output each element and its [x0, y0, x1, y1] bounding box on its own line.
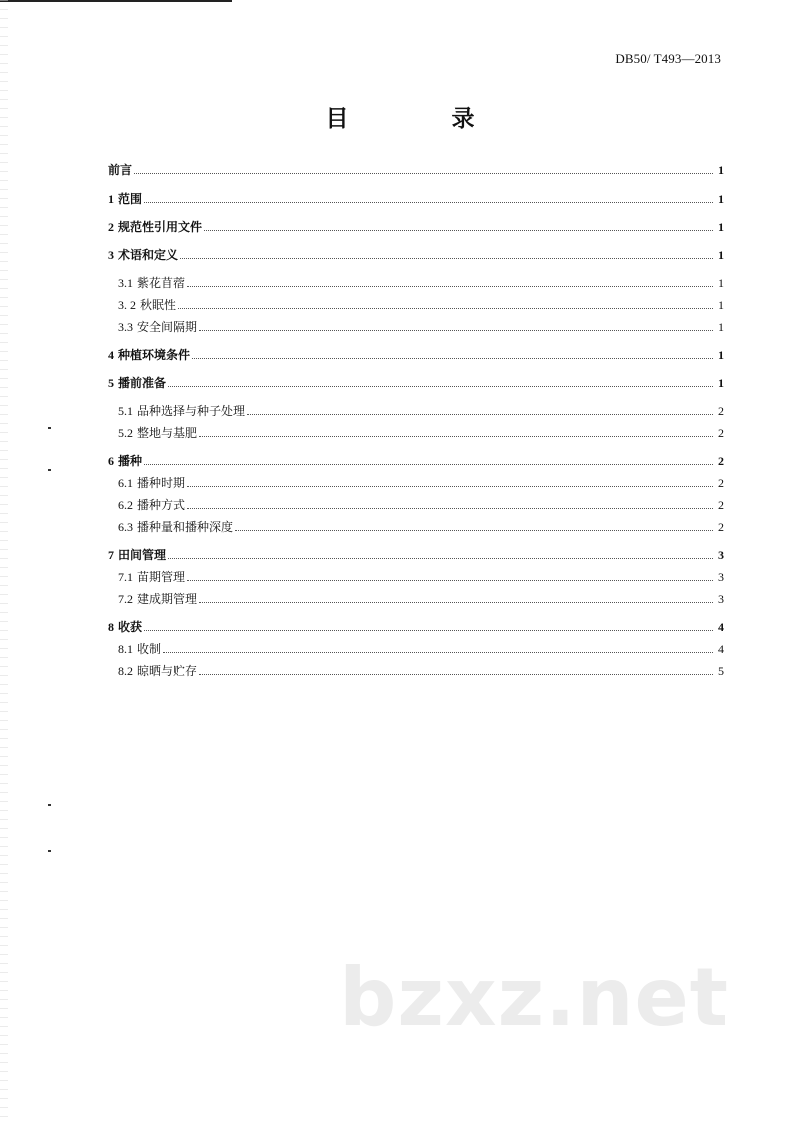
dot-leader	[199, 602, 713, 603]
toc-entry[interactable]	[108, 246, 724, 264]
toc-entry-title: 规范性引用文件	[118, 220, 203, 234]
toc-entry[interactable]	[108, 452, 724, 470]
toc-entry[interactable]	[118, 662, 724, 680]
toc-entry-page: 2	[718, 404, 724, 418]
toc-entry-number: 5.2	[118, 426, 133, 440]
toc-entry-number: 6.3	[118, 520, 133, 534]
toc-entry-page: 1	[718, 248, 724, 262]
toc-entry-page: 1	[718, 220, 724, 234]
dot-leader	[144, 630, 713, 631]
dot-leader	[204, 230, 713, 231]
dot-leader	[144, 464, 713, 465]
toc-entry-page: 2	[718, 476, 724, 490]
toc-entry-number: 3	[108, 248, 114, 262]
toc-entry[interactable]	[118, 518, 724, 536]
toc-entry-number: 3.3	[118, 320, 133, 334]
toc-entry-title: 种植环境条件	[118, 348, 191, 362]
toc-entry-page: 1	[718, 298, 724, 312]
toc-entry[interactable]	[108, 190, 724, 208]
toc-entry-title: 整地与基肥	[137, 426, 198, 440]
toc-entry-title: 播种方式	[137, 498, 186, 512]
toc-entry-number: 5	[108, 376, 114, 390]
toc-entry[interactable]	[108, 346, 724, 364]
dot-leader	[187, 286, 713, 287]
toc-entry-page: 1	[718, 348, 724, 362]
dot-leader	[134, 173, 713, 174]
dot-leader	[144, 202, 713, 203]
toc-entry-title: 范围	[118, 192, 143, 206]
dot-leader	[192, 358, 713, 359]
toc-entry-title: 秋眠性	[140, 298, 177, 312]
toc-entry[interactable]	[118, 296, 724, 314]
dot-leader	[168, 558, 713, 559]
toc-entry-page: 1	[718, 163, 724, 177]
toc-entry-title: 晾晒与贮存	[137, 664, 198, 678]
dot-leader	[178, 308, 713, 309]
toc-entry-title: 播种	[118, 454, 143, 468]
toc-entry-title: 播前准备	[118, 376, 167, 390]
dot-leader	[180, 258, 713, 259]
toc-entry-page: 3	[718, 592, 724, 606]
toc-entry[interactable]	[118, 568, 724, 586]
dot-leader	[235, 530, 713, 531]
margin-mark	[48, 850, 51, 852]
toc-entry[interactable]	[118, 424, 724, 442]
toc-entry-page: 1	[718, 320, 724, 334]
toc-entry-title: 田间管理	[118, 548, 167, 562]
toc-entry-number: 8.2	[118, 664, 133, 678]
dot-leader	[199, 330, 713, 331]
toc-entry[interactable]	[108, 618, 724, 636]
toc-entry[interactable]	[108, 161, 724, 179]
toc-entry-number: 7.2	[118, 592, 133, 606]
toc-entry-number: 7	[108, 548, 114, 562]
toc-entry[interactable]	[108, 374, 724, 392]
document-code: DB50/ T493—2013	[615, 51, 721, 66]
dot-leader	[168, 386, 713, 387]
toc-entry-title: 收获	[118, 620, 143, 634]
toc-entry-number: 7.1	[118, 570, 133, 584]
toc-entry-page: 1	[718, 376, 724, 390]
dot-leader	[187, 486, 713, 487]
page-title: 目 录	[325, 105, 515, 132]
toc-entry-number: 8	[108, 620, 114, 634]
toc-entry-number: 6.1	[118, 476, 133, 490]
toc-entry-page: 2	[718, 498, 724, 512]
toc-entry-number: 8.1	[118, 642, 133, 656]
top-border-line	[0, 0, 232, 2]
toc-entry-page: 5	[718, 664, 724, 678]
toc-entry[interactable]	[118, 640, 724, 658]
toc-entry-page: 2	[718, 520, 724, 534]
toc-entry-title: 紫花苜蓿	[137, 276, 186, 290]
toc-entry[interactable]	[118, 318, 724, 336]
toc-entry-number: 3. 2	[118, 298, 136, 312]
toc-entry-title: 播种时期	[137, 476, 186, 490]
toc-entry[interactable]	[108, 218, 724, 236]
margin-mark	[48, 469, 51, 471]
toc-entry[interactable]	[118, 402, 724, 420]
toc-entry-title: 安全间隔期	[137, 320, 198, 334]
scan-edge	[0, 0, 8, 1122]
toc-entry-page: 2	[718, 426, 724, 440]
margin-mark	[48, 804, 51, 806]
toc-entry[interactable]	[118, 590, 724, 608]
toc-entry[interactable]	[118, 274, 724, 292]
dot-leader	[247, 414, 713, 415]
toc-entry-page: 1	[718, 276, 724, 290]
toc-entry[interactable]	[118, 496, 724, 514]
dot-leader	[163, 652, 713, 653]
watermark: bzxz.net	[339, 951, 729, 1044]
toc-entry-page: 4	[718, 642, 724, 656]
toc-entry-page: 3	[718, 548, 724, 562]
margin-mark	[48, 427, 51, 429]
toc-entry-number: 6	[108, 454, 114, 468]
toc-entry-number: 3.1	[118, 276, 133, 290]
toc-entry-page: 4	[718, 620, 724, 634]
toc-entry-number: 2	[108, 220, 114, 234]
toc-entry-page: 2	[718, 454, 724, 468]
toc-entry-title: 前言	[108, 163, 133, 177]
toc-entry-number: 4	[108, 348, 114, 362]
dot-leader	[187, 508, 713, 509]
toc-entry-number: 6.2	[118, 498, 133, 512]
toc-entry-number: 5.1	[118, 404, 133, 418]
dot-leader	[199, 674, 713, 675]
dot-leader	[187, 580, 713, 581]
toc-entry-page: 3	[718, 570, 724, 584]
toc-entry-title: 苗期管理	[137, 570, 186, 584]
toc-entry[interactable]	[118, 474, 724, 492]
toc-entry-title: 术语和定义	[118, 248, 179, 262]
toc-entry-number: 1	[108, 192, 114, 206]
toc-entry-title: 建成期管理	[137, 592, 198, 606]
toc-entry-title: 播种量和播种深度	[137, 520, 234, 534]
toc-entry-page: 1	[718, 192, 724, 206]
toc-entry-title: 品种选择与种子处理	[137, 404, 246, 418]
toc-entry-title: 收制	[137, 642, 162, 656]
toc-entry[interactable]	[108, 546, 724, 564]
dot-leader	[199, 436, 713, 437]
